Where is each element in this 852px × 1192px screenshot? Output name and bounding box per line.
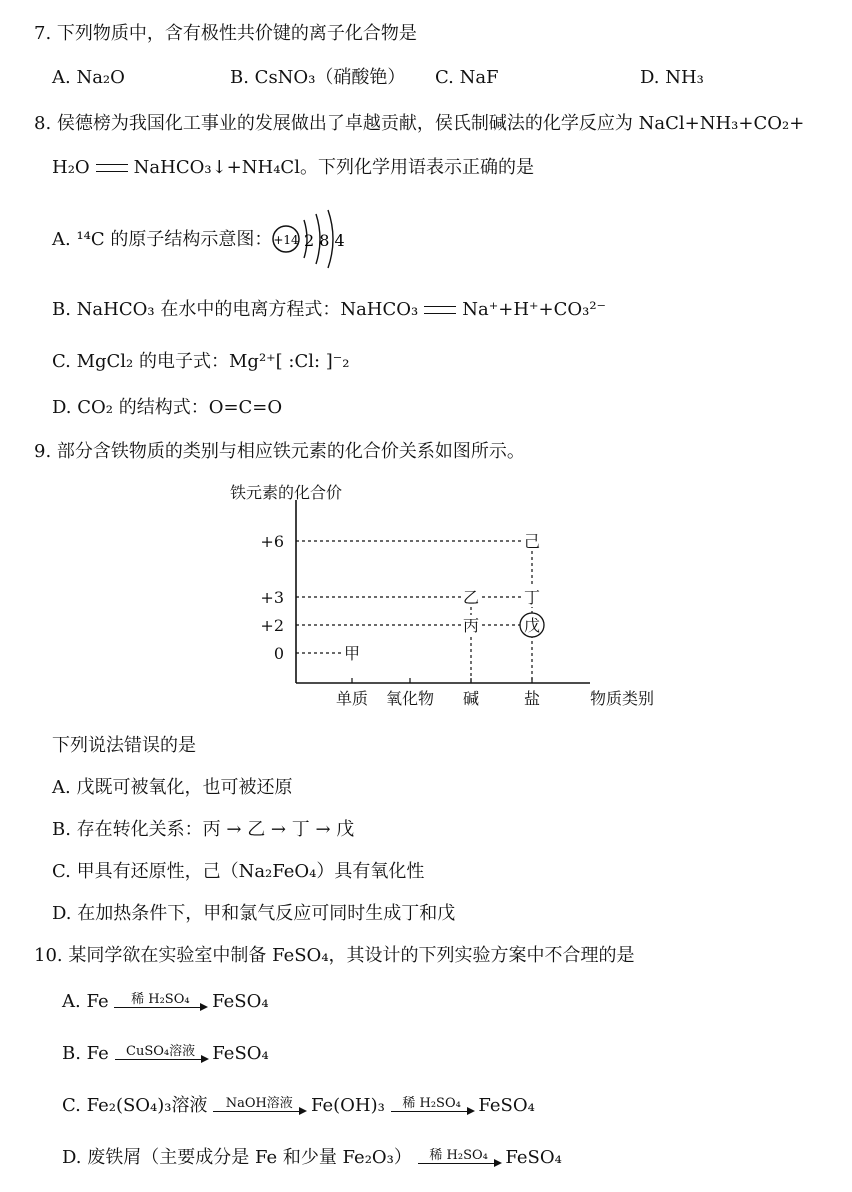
q9-option-a: A. 戊既可被氧化，也可被还原 [52, 777, 293, 798]
q9-option-c: C. 甲具有还原性，己（Na₂FeO₄）具有氧化性 [52, 861, 425, 882]
q10-c-reagent2: 稀 H₂SO₄ [402, 1096, 461, 1111]
reaction-arrow-icon [418, 1149, 500, 1170]
data-point-label: 甲 [343, 644, 361, 663]
q8-option-d: D. CO₂ 的结构式：O=C=O [52, 397, 283, 418]
q8-option-b-left: B. NaHCO₃ 在水中的电离方程式：NaHCO₃ [52, 299, 419, 320]
q10-b-to: FeSO₄ [212, 1043, 269, 1064]
q10-a-from: A. Fe [62, 991, 109, 1012]
y-tick-label: 0 [273, 644, 284, 663]
q10-a-reagent: 稀 H₂SO₄ [131, 992, 190, 1007]
x-tick-label: 单质 [335, 689, 369, 708]
q10-d-to: FeSO₄ [505, 1147, 562, 1168]
q10-stem: 10. 某同学欲在实验室中制备 FeSO₄，其设计的下列实验方案中不合理的是 [34, 945, 635, 966]
q9-question: 下列说法错误的是 [52, 735, 196, 756]
q10-d-reagent: 稀 H₂SO₄ [429, 1148, 488, 1163]
atom-nucleus-label: +14 [273, 233, 299, 247]
reaction-arrow-icon [114, 993, 206, 1014]
q7-option-a: A. Na₂O [52, 67, 125, 88]
q10-b-reagent: CuSO₄溶液 [126, 1044, 196, 1059]
q8-equation-left: H₂O [52, 157, 90, 178]
q10-option-c [62, 1094, 535, 1118]
q8-option-b-right: Na⁺+H⁺+CO₃²⁻ [462, 299, 607, 320]
y-tick-label: +2 [260, 616, 284, 635]
q10-c-reagent1: NaOH溶液 [225, 1096, 293, 1111]
data-point-label: 戊 [523, 616, 541, 635]
q8-option-c: C. MgCl₂ 的电子式：Mg²⁺[ :Cl: ]⁻₂ [52, 351, 350, 372]
q10-c-to: FeSO₄ [478, 1095, 535, 1116]
reaction-arrow-icon [391, 1097, 473, 1118]
q7-option-b: B. CsNO₃（硝酸铯） [230, 67, 406, 88]
q9-option-d: D. 在加热条件下，甲和氯气反应可同时生成丁和戊 [52, 903, 456, 924]
reaction-arrow-icon [213, 1097, 305, 1118]
x-tick-label: 氧化物 [385, 689, 435, 708]
data-point-label: 丁 [523, 588, 541, 607]
q9-option-b: B. 存在转化关系：丙 → 乙 → 丁 → 戊 [52, 819, 355, 840]
x-tick-label: 碱 [462, 689, 480, 708]
q10-c-from: C. Fe₂(SO₄)₃溶液 [62, 1095, 208, 1116]
y-tick-label: +3 [260, 588, 284, 607]
q10-a-to: FeSO₄ [212, 991, 269, 1012]
q7-option-d: D. NH₃ [640, 67, 704, 88]
q7-option-c: C. NaF [435, 67, 499, 88]
y-axis-label: 铁元素的化合价 [229, 483, 343, 502]
q10-c-mid: Fe(OH)₃ [310, 1095, 385, 1116]
q10-option-b [62, 1042, 269, 1066]
y-tick-label: +6 [260, 532, 284, 551]
q7-stem: 7. 下列物质中，含有极性共价键的离子化合物是 [34, 23, 417, 44]
q8-option-a-text: A. ¹⁴C 的原子结构示意图： [52, 229, 273, 250]
q10-option-a [62, 990, 269, 1014]
q9-stem: 9. 部分含铁物质的类别与相应铁元素的化合价关系如图所示。 [34, 441, 525, 462]
q8-stem-line1: 8. 侯德榜为我国化工事业的发展做出了卓越贡献，侯氏制碱法的化学反应为 NaCl+NH₃+CO₂+ [34, 113, 805, 134]
q8-equation-right: NaHCO₃↓+NH₄Cl。下列化学用语表示正确的是 [133, 157, 534, 178]
x-axis-label: 物质类别 [589, 689, 655, 708]
data-point-label: 乙 [462, 588, 480, 607]
q10-option-d [62, 1146, 562, 1170]
data-point-label: 丙 [462, 616, 480, 635]
data-point-label: 己 [523, 532, 541, 551]
q10-b-from: B. Fe [62, 1043, 109, 1064]
atom-shells-label: 2 8 4 [304, 231, 345, 250]
x-tick-label: 盐 [523, 689, 541, 708]
reaction-arrow-icon [115, 1045, 207, 1066]
q10-d-from: D. 废铁屑（主要成分是 Fe 和少量 Fe₂O₃） [62, 1147, 412, 1168]
